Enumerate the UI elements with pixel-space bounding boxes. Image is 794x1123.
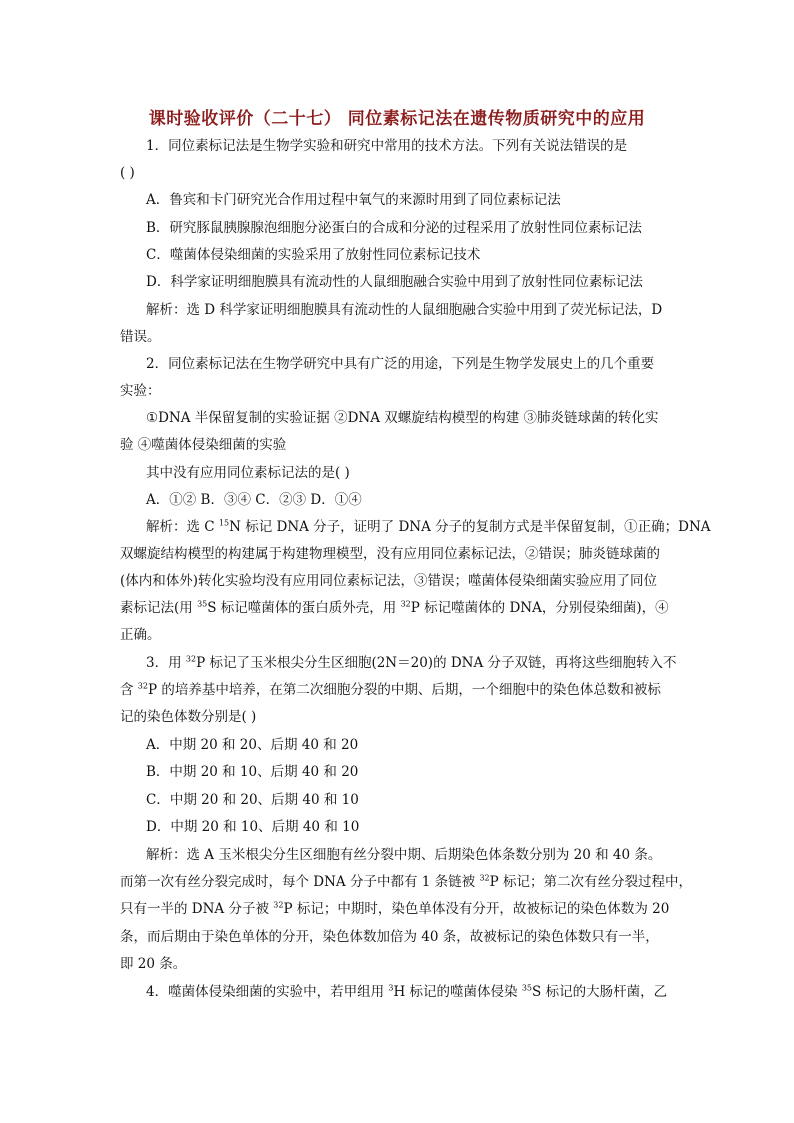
q1-option-c: C．噬菌体侵染细菌的实验采用了放射性同位素标记技术: [146, 247, 481, 263]
q3-option-c: C．中期 20 和 20、后期 40 和 10: [146, 792, 359, 808]
q2-stem-line-2: 实验：: [120, 383, 161, 399]
q3-stem-line-1: 3．用 $^{32}$P 标记了玉米根尖分生区细胞(2N＝20)的 DNA 分子双链，再将这些细胞转入不: [146, 654, 677, 671]
q1-stem-line-2: ( ): [120, 165, 135, 181]
q3-answer-line-2: 而第一次有丝分裂完成时，每个 DNA 分子中都有 1 条链被 $^{32}$P 标记；第二次有丝分裂过程中，: [120, 873, 692, 890]
q3-answer-line-5: 即 20 条。: [120, 956, 187, 972]
q2-experiments-line-1: ①DNA 半保留复制的实验证据 ②DNA 双螺旋结构模型的构建 ③肺炎链球菌的转化实: [146, 410, 659, 426]
q1-option-b: B．研究豚鼠胰腺腺泡细胞分泌蛋白的合成和分泌的过程采用了放射性同位素标记法: [146, 220, 642, 236]
q2-answer-line-5: 正确。: [120, 627, 161, 643]
q1-option-d: D．科学家证明细胞膜具有流动性的人鼠细胞融合实验中用到了放射性同位素标记法: [146, 274, 643, 290]
q3-stem-line-3: 记的染色体数分别是( ): [120, 709, 257, 725]
q2-stem-line-3: 其中没有应用同位素标记法的是( ): [146, 465, 350, 481]
q4-stem-line-1: 4．噬菌体侵染细菌的实验中，若甲组用 $^3$H 标记的噬菌体侵染 $^{35}$S 标记的大肠杆菌，乙: [146, 983, 668, 1000]
q1-stem-line-1: 1．同位素标记法是生物学实验和研究中常用的技术方法。下列有关说法错误的是: [146, 138, 628, 154]
q3-stem-line-2: 含 $^{32}$P 的培养基中培养，在第二次细胞分裂的中期、后期，一个细胞中的染色体总数和被标: [120, 681, 661, 698]
q3-option-a: A．中期 20 和 20、后期 40 和 20: [146, 737, 359, 753]
q2-options: A．①② B．③④ C．②③ D．①④: [146, 492, 362, 508]
q1-answer-line-1: 解析：选 D 科学家证明细胞膜具有流动性的人鼠细胞融合实验中用到了荧光标记法，D: [146, 302, 663, 318]
q2-answer-line-1: 解析：选 C $^{15}$N 标记 DNA 分子，证明了 DNA 分子的复制方式是半保留复制，①正确；DNA: [146, 518, 711, 535]
q2-answer-line-4: 素标记法(用 $^{35}$S 标记噬菌体的蛋白质外壳，用 $^{32}$P 标记噬菌体的 DNA，分别侵染细菌)，④: [120, 599, 669, 616]
q3-option-b: B．中期 20 和 10、后期 40 和 20: [146, 764, 359, 780]
q1-answer-line-2: 错误。: [120, 329, 161, 345]
q3-answer-line-3: 只有一半的 DNA 分子被 $^{32}$P 标记；中期时，染色单体没有分开，故被标记的染色体数为 20: [120, 900, 670, 917]
q1-option-a: A．鲁宾和卡门研究光合作用过程中氧气的来源时用到了同位素标记法: [146, 192, 561, 208]
q3-answer-line-1: 解析：选 A 玉米根尖分生区细胞有丝分裂中期、后期染色体条数分别为 20 和 40 条。: [146, 847, 662, 863]
q3-option-d: D．中期 20 和 10、后期 40 和 10: [146, 819, 360, 835]
q3-answer-line-4: 条，而后期由于染色单体的分开，染色体数加倍为 40 条，故被标记的染色体数只有一半，: [120, 929, 659, 945]
q2-answer-line-3: (体内和体外)转化实验均没有应用同位素标记法，③错误；噬菌体侵染细菌实验应用了同位: [120, 573, 658, 589]
page-title: 课时验收评价（二十七） 同位素标记法在遗传物质研究中的应用: [148, 109, 646, 129]
q2-stem-line-1: 2．同位素标记法在生物学研究中具有广泛的用途，下列是生物学发展史上的几个重要: [146, 356, 655, 372]
q2-answer-line-2: 双螺旋结构模型的构建属于构建物理模型，没有应用同位素标记法，②错误；肺炎链球菌的: [120, 546, 660, 562]
q2-experiments-line-2: 验 ④噬菌体侵染细菌的实验: [120, 437, 287, 453]
